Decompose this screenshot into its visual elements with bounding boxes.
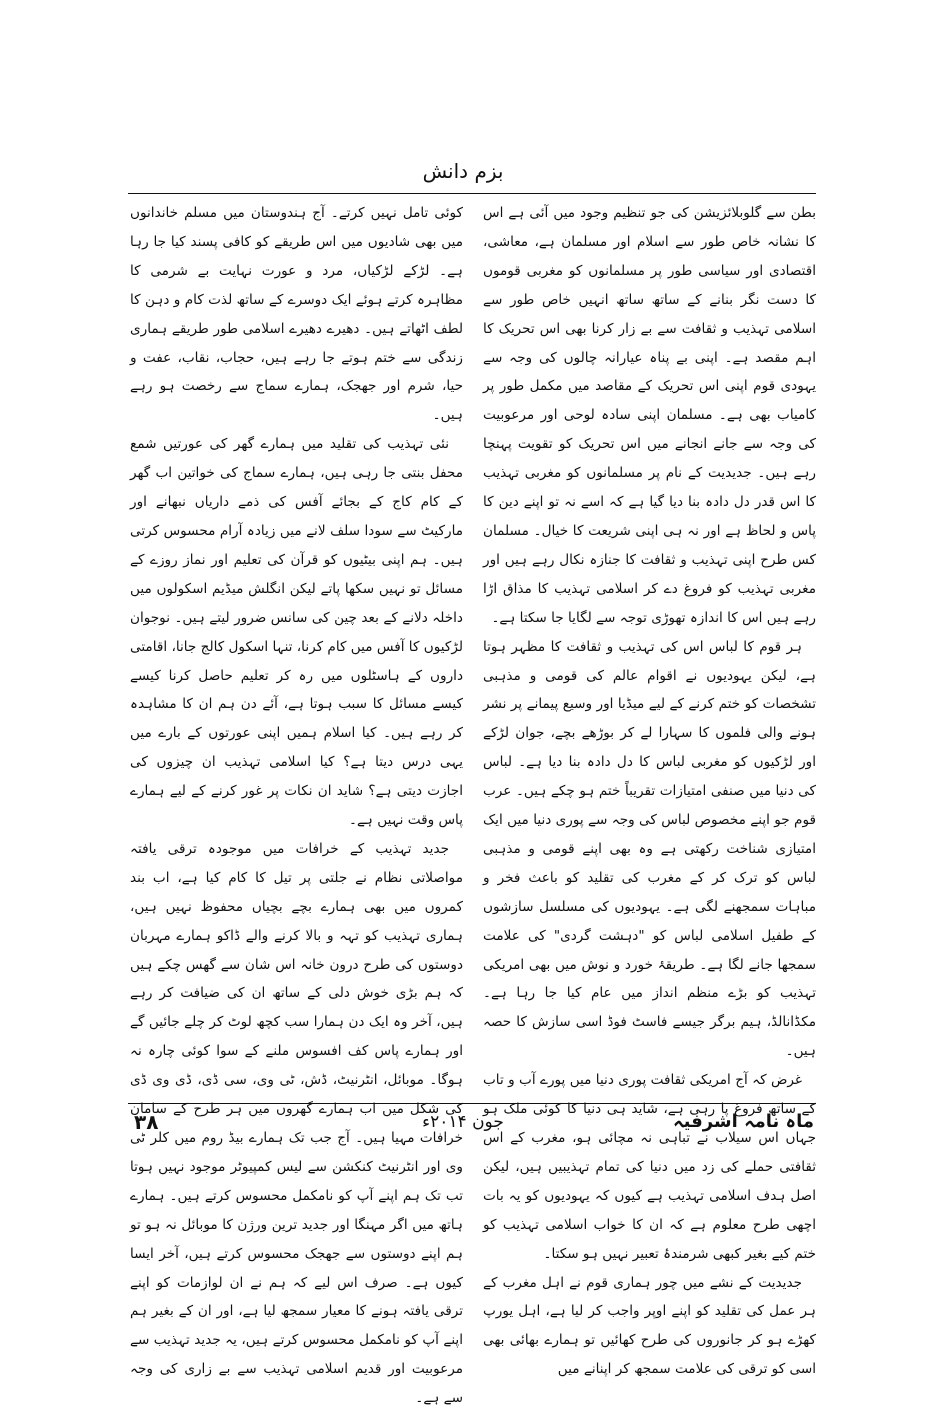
paragraph: جدید تہذیب کے خرافات میں موجودہ ترقی یافتہ مواصلاتی نظام نے جلتی پر تیل کا کام کیا ہے، اب بند کمروں میں بھی ہمارے بچے بچیاں محفوظ نہیں ہیں، ہماری تہذیب کو تہہ و بالا کرنے والے ڈاکو ہمارے مہربان دوستوں کی طرح درون خانہ اس شان سے گھس چکے ہیں کہ ہم بڑی خوش دلی کے ساتھ ان کی ضیافت کر رہے ہیں، آخر وہ ایک دن ہمارا سب کچھ لوٹ کر چلے جائیں گے اور ہمارے پاس کف افسوس ملنے کے سوا کوئی چارہ نہ ہوگا۔ موبائل، انٹرنیٹ، ڈش، ٹی وی، سی ڈی، ڈی وی ڈی کی شکل میں اب ہمارے گھروں میں ہر طرح کے سامان خرافات مہیا ہیں۔ آج جب تک ہمارے بیڈ روم میں کلر ٹی وی اور انٹرنیٹ کنکشن سے لیس کمپیوٹر موجود نہیں ہوتا تب تک ہم اپنے آپ کو نامکمل محسوس کرتے ہیں۔ ہمارے ہاتھ میں اگر مہنگا اور جدید ترین ورژن کا موبائل نہ ہو تو ہم اپنے دوستوں سے جھجک محسوس کرتے ہیں، آخر ایسا کیوں ہے۔ صرف اس لیے کہ ہم نے ان لوازمات کو اپنے ترقی یافتہ ہونے کا معیار سمجھ لیا ہے، اور ان کے بغیر ہم اپنے آپ کو نامکمل محسوس کرتے ہیں، یہ جدید تہذیب سے مرعوبیت اور قدیم اسلامی تہذیب سے بے زاری کی وجہ سے ہے۔ bbox=[130, 840, 463, 1407]
issue-date: جون ۲۰۱۴ء bbox=[422, 1112, 504, 1132]
paragraph: نئی تہذیب کی تقلید میں ہمارے گھر کی عورتیں شمع محفل بنتی جا رہی ہیں، ہمارے سماج کی خواتین اب گھر کے کام کاج کے بجائے آفس کی ذمے داریاں نبھانے اور مارکیٹ سے سودا سلف لانے میں زیادہ آرام محسوس کرتی ہیں۔ ہم اپنی بیٹیوں کو قرآن کی تعلیم اور نماز روزے کے مسائل تو نہیں سکھا پاتے لیکن انگلش میڈیم اسکولوں میں داخلہ دلانے کے بعد چین کی سانس ضرور لیتے ہیں۔ نوجوان لڑکیوں کا آفس میں کام کرنا، تنہا اسکول کالج جانا، اقامتی داروں کے ہاسٹلوں میں رہ کر تعلیم حاصل کرنا کیسے کیسے مسائل کا سبب ہوتا ہے، آئے دن ہم ان کا مشاہدہ کر رہے ہیں۔ کیا اسلام ہمیں اپنی عورتوں کے بارے میں یہی درس دیتا ہے؟ کیا اسلامی تہذیب ان چیزوں کی اجازت دیتی ہے؟ شاید ان نکات پر غور کرنے کے لیے ہمارے پاس وقت نہیں ہے۔ bbox=[130, 436, 463, 829]
paragraph: جدیدیت کے نشے میں چور ہماری قوم نے اہل مغرب کے ہر عمل کی تقلید کو اپنے اوپر واجب کر لیا ہے، اہل یورپ کھڑے ہو کر جانوروں کی طرح کھائیں تو ہمارے بھائی بھی اسی کو ترقی کی علامت سمجھ کر اپنانے میں bbox=[483, 1274, 816, 1378]
page-number: ۳۸ bbox=[134, 1110, 159, 1134]
footer-divider bbox=[128, 1103, 816, 1104]
paragraph: کوئی تامل نہیں کرتے۔ آج ہندوستان میں مسلم خاندانوں میں بھی شادیوں میں اس طریقے کو کافی پسند کیا جا رہا ہے۔ لڑکے لڑکیاں، مرد و عورت نہایت بے شرمی کا مظاہرہ کرتے ہوئے ایک دوسرے کے ساتھ لذت کام و دہن کا لطف اٹھاتے ہیں۔ دھیرے دھیرے اسلامی طور طریقے ہماری زندگی سے ختم ہوتے جا رہے ہیں، حجاب، نقاب، عفت و حیا، شرم اور جھجک، ہمارے سماج سے رخصت ہو رہے ہیں۔ bbox=[130, 205, 463, 424]
section-title: بزم دانش bbox=[422, 159, 504, 183]
paragraph: ہر قوم کا لباس اس کی تہذیب و ثقافت کا مظہر ہوتا ہے، لیکن یہودیوں نے اقوام عالم کی قومی و مذہبی تشخصات کو ختم کرنے کے لیے میڈیا اور وسیع پیمانے پر نشر ہونے والی فلموں کا سہارا لے کر بوڑھے بچے، جوان لڑکے اور لڑکیوں کو مغربی لباس کا دل دادہ بنا دیا ہے۔ لباس کی دنیا میں صنفی امتیازات تقریباً ختم ہو چکے ہیں۔ عرب قوم جو اپنے مخصوص لباس کی وجہ سے پوری دنیا میں ایک امتیازی شناخت رکھتی ہے وہ بھی اپنے قومی و مذہبی لباس کو ترک کر کے مغرب کی تقلید کو باعث فخر و مباہات سمجھنے لگی ہے۔ یہودیوں کی مسلسل سازشوں کے طفیل اسلامی لباس کو "دہشت گردی" کی علامت سمجھا جانے لگا ہے۔ طریقۂ خورد و نوش میں بھی امریکی تہذیب کو بڑے منظم انداز میں عام کیا جا رہا ہے۔ مکڈانالڈ، ہیم برگر جیسے فاسٹ فوڈ اسی سازش کا حصہ ہیں۔ bbox=[483, 638, 816, 1060]
magazine-name: ماہ نامہ اشرفیہ bbox=[673, 1111, 814, 1132]
paragraph: بطن سے گلوبلائزیشن کی جو تنظیم وجود میں آئی ہے اس کا نشانہ خاص طور سے اسلام اور مسلمان ہے، معاشی، اقتصادی اور سیاسی طور پر مسلمانوں کو مغربی قوموں کا دست نگر بنانے کے ساتھ ساتھ انہیں خاص طور سے اسلامی تہذیب و ثقافت سے بے زار کرنا بھی اس تحریک کا اہم مقصد ہے۔ اپنی بے پناہ عیارانہ چالوں کی وجہ سے یہودی قوم اپنی اس تحریک کے مقاصد میں مکمل طور پر کامیاب بھی ہے۔ مسلمان اپنی سادہ لوحی اور مرعوبیت کی وجہ سے جانے انجانے میں اس تحریک کو تقویت پہنچا رہے ہیں۔ جدیدیت کے نام پر مسلمانوں کو مغربی تہذیب کا اس قدر دل دادہ بنا دیا گیا ہے کہ اسے نہ تو اپنے دین کا پاس و لحاظ ہے اور نہ ہی اپنی شریعت کا خیال۔ مسلمان کس طرح اپنی تہذیب و ثقافت کا جنازہ نکال رہے ہیں اور مغربی تہذیب کو فروغ دے کر اسلامی تہذیب کا مذاق اڑا رہے ہیں اس کا اندازہ تھوڑی توجہ سے لگایا جا سکتا ہے۔ bbox=[483, 205, 816, 626]
header-divider bbox=[128, 193, 816, 194]
paragraph: غرض کہ آج امریکی ثقافت پوری دنیا میں پورے آب و تاب کے ساتھ فروغ پا رہی ہے، شاید ہی دنیا کا کوئی ملک ہو جہاں اس سیلاب نے تباہی نہ مچائی ہو، مغرب کے اس ثقافتی حملے کی زد میں دنیا کی تمام تہذیبیں ہیں، لیکن اصل ہدف اسلامی تہذیب ہے کیوں کہ یہودیوں کو یہ بات اچھی طرح معلوم ہے کہ ان کا خواب اسلامی تہذیب کو ختم کیے بغیر کبھی شرمندۂ تعبیر نہیں ہو سکتا۔ bbox=[483, 1072, 816, 1262]
